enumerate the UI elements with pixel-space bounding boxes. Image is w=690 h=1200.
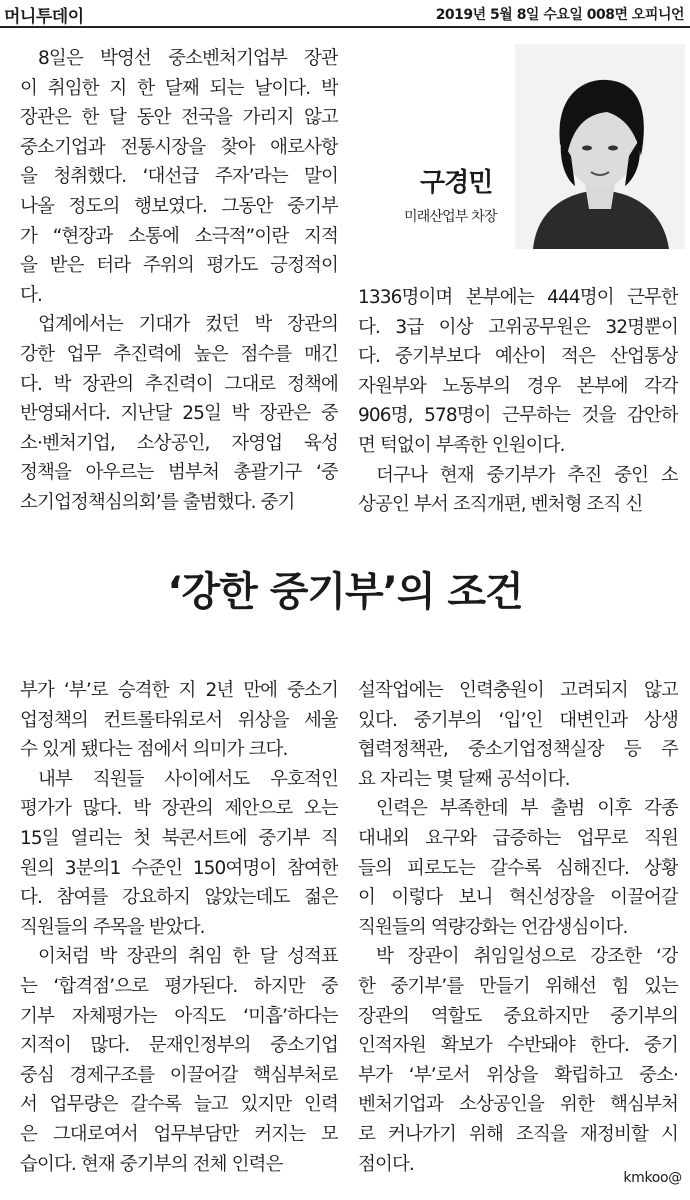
article-line: 부가 ‘부’로 승격한 지 2년 만에 중소기: [20, 680, 338, 701]
article-line: 대내외 요구와 급증하는 업무로 직원: [358, 827, 678, 849]
article-line: 이 취임한 지 한 달째 되는 날이다. 박: [20, 77, 338, 99]
article-column-2: [358, 283, 678, 520]
article-line: 1336명이며 본부에는 444명이 근무한: [358, 287, 678, 308]
masthead: [0, 0, 690, 28]
article-line: 직원들의 역량강화는 언감생심이다.: [358, 916, 628, 938]
article-line: 있다. 중기부의 ‘입’인 대변인과 상생: [358, 709, 678, 731]
article-line: 들의 피로도는 갈수록 심해진다. 상황: [358, 857, 678, 879]
article-line: 더구나 현재 중기부가 추진 중인 소: [376, 464, 678, 486]
article-line: 박 장관이 취임일성으로 강조한 ‘강: [376, 946, 678, 968]
article-line: 소·벤처기업, 소상공인, 자영업 육성: [20, 432, 338, 454]
dateline: 2019년 5월 8일 수요일 008면 오피니언: [435, 7, 684, 23]
article-line: 서 업무량은 갈수록 늘고 있지만 인력: [20, 1094, 338, 1116]
article-line: 중심 경제구조를 이끌어갈 핵심부처로: [20, 1064, 338, 1086]
article-line: 자원부와 노동부의 경우 본부에 각각: [358, 375, 678, 397]
newspaper-name: 머니투데이: [4, 7, 84, 27]
article-line: 부가 ‘부’로서 위상을 확립하고 중소·: [358, 1064, 678, 1086]
article-line: 이처럼 박 장관의 취임 한 달 성적표: [38, 946, 338, 968]
article-line: 다. 박 장관의 추진력이 그대로 정책에: [20, 373, 338, 395]
article-line: 내부 직원들 사이에서도 우호적인: [38, 768, 338, 790]
article-column-4: [358, 676, 678, 1179]
article-line: 한 중기부’를 만들기 위해선 힘 있는: [358, 975, 678, 997]
article-line: 장관은 한 달 동안 전국을 가리지 않고: [20, 107, 338, 129]
article-line: 다.: [20, 284, 42, 306]
article-line: 벤처기업과 소상공인을 위한 핵심부처: [358, 1094, 678, 1116]
author-portrait-icon: [515, 44, 685, 249]
article-line: 평가가 많다. 박 장관의 제안으로 오는: [20, 798, 338, 820]
article-line: 는 ‘합격점’으로 평가된다. 하지만 중: [20, 975, 338, 997]
article-line: 업계에서는 기대가 컸던 박 장관의: [38, 314, 338, 336]
article-line: 정책을 아우르는 범부처 총괄기구 ‘중: [20, 462, 338, 484]
article-line: 다. 3급 이상 고위공무원은 32명뿐이: [358, 316, 678, 338]
article-line: 기부 자체평가는 아직도 ‘미흡’하다는: [20, 1005, 338, 1027]
author-photo: [515, 44, 685, 249]
article-line: 상공인 부서 조직개편, 벤처형 조직 신: [358, 494, 643, 516]
article-line: 점이다.: [358, 1153, 414, 1175]
author-email: kmkoo@: [623, 1170, 682, 1186]
article-line: 소기업정책심의회’를 출범했다. 중기: [20, 491, 295, 513]
article-line: 업정책의 컨트롤타워로서 위상을 세울: [20, 709, 338, 731]
article-line: 지적이 많다. 문재인정부의 중소기업: [20, 1035, 338, 1057]
article-line: 강한 업무 추진력에 높은 점수를 매긴: [20, 343, 338, 365]
article-column-1: [20, 44, 338, 518]
article-line: 설작업에는 인력충원이 고려되지 않고: [358, 680, 678, 701]
article-line: 반영돼서다. 지난달 25일 박 장관은 중: [20, 403, 338, 425]
article-line: 수 있게 됐다는 점에서 의미가 크다.: [20, 739, 288, 761]
article-line: 이 이렇다 보니 혁신성장을 이끌어갈: [358, 887, 678, 909]
article-line: 면 턱없이 부족한 인원이다.: [358, 434, 565, 456]
article-line: 다. 참여를 강요하지 않았는데도 젊은: [20, 887, 338, 909]
article-line: 요 자리는 몇 달째 공석이다.: [358, 768, 570, 790]
article-line: 8일은 박영선 중소벤처기업부 장관: [38, 48, 338, 69]
article-line: 은 그대로여서 업무부담만 커지는 모: [20, 1123, 338, 1145]
article-line: 협력정책관, 중소기업정책실장 등 주: [358, 739, 678, 761]
article-line: 원의 3분의1 수준인 150여명이 참여한: [20, 857, 338, 879]
article-line: 장관의 역할도 중요하지만 중기부의: [358, 1005, 678, 1027]
article-line: 을 청취했다. ‘대선급 주자’라는 말이: [20, 166, 338, 188]
article-headline: ‘강한 중기부’의 조건: [167, 569, 523, 615]
author-title: 미래산업부 차장: [404, 209, 497, 225]
author-name: 구경민: [420, 168, 493, 198]
article-line: 직원들의 주목을 받았다.: [20, 916, 205, 938]
article-line: 을 받은 터라 주위의 평가도 긍정적이: [20, 255, 338, 277]
article-line: 인적자원 확보가 수반돼야 한다. 중기: [358, 1035, 678, 1057]
article-line: 다. 중기부보다 예산이 적은 산업통상: [358, 346, 678, 368]
article-line: 15일 열리는 첫 북콘서트에 중기부 직: [20, 827, 338, 849]
article-line: 나올 정도의 행보였다. 그동안 중기부: [20, 195, 338, 217]
article-line: 습이다. 현재 중기부의 전체 인력은: [20, 1153, 283, 1175]
article-line: 가 “현장과 소통에 소극적”이란 지적: [20, 225, 338, 247]
article-line: 로 커나가기 위해 조직을 재정비할 시: [358, 1123, 678, 1145]
article-line: 인력은 부족한데 부 출범 이후 각종: [376, 798, 678, 820]
article-line: 906명, 578명이 근무하는 것을 감안하: [358, 405, 678, 427]
article-column-3: [20, 676, 338, 1179]
article-line: 중소기업과 전통시장을 찾아 애로사항: [20, 136, 338, 158]
